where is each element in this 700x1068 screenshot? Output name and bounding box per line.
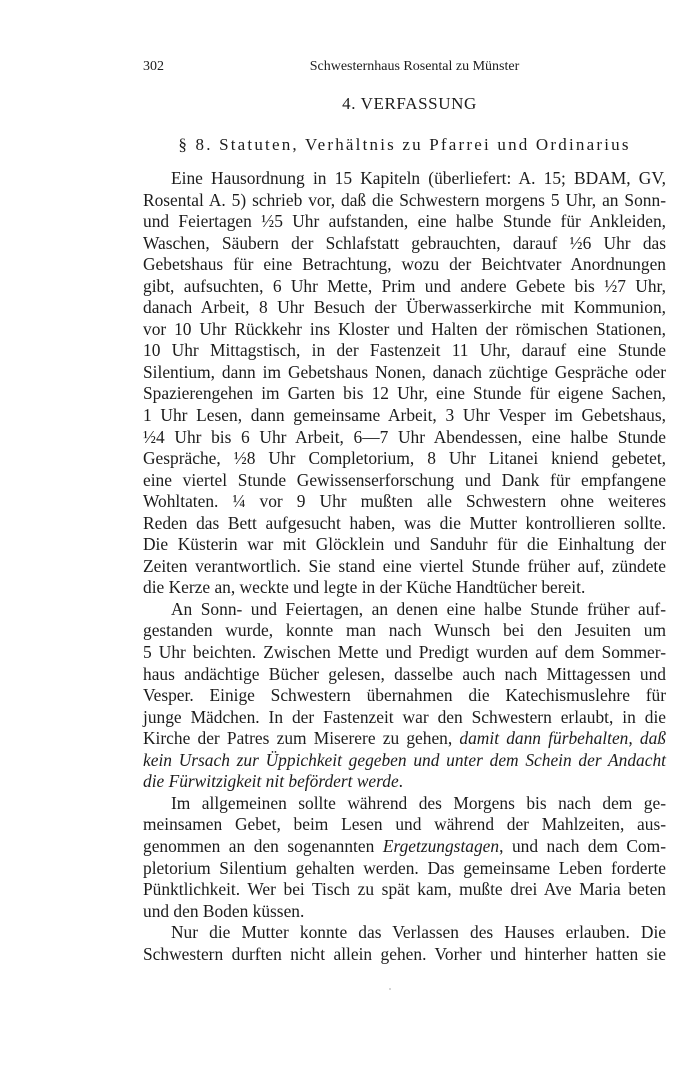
text-line: eine viertel Stunde Gewissenserforschung und Dank für empfangene xyxy=(143,469,666,490)
text-line: und den Boden küssen. xyxy=(143,900,305,921)
text-line: Pünktlichkeit. Wer bei Tisch zu spät kam, mußte drei Ave Maria beten xyxy=(143,879,666,900)
text-line: junge Mädchen. In der Fastenzeit war den Schwestern erlaubt, in die xyxy=(143,706,666,727)
page-number: 302 xyxy=(143,59,164,74)
italic-quote: die Fürwitzigkeit nit befördert werde xyxy=(143,771,399,792)
text-line: und Feiertagen ½5 Uhr aufstanden, eine halbe Stunde für Ankleiden, xyxy=(143,211,666,232)
running-head xyxy=(143,56,666,78)
italic-term: Ergetzungstagen xyxy=(382,835,500,856)
paragraph-2 xyxy=(143,599,666,793)
text-line: die Kerze an, weckte und legte in der Küche Handtücher bereit. xyxy=(143,577,586,598)
text-line: Wohltaten. ¼ vor 9 Uhr mußten alle Schwestern ohne weiteres xyxy=(143,491,666,512)
running-title: Schwesternhaus Rosental zu Münster xyxy=(309,59,520,74)
chapter-heading: 4. VERFASSUNG xyxy=(342,94,477,113)
paragraph-1 xyxy=(143,168,666,599)
text-line: die Fürwitzigkeit nit befördert werde. xyxy=(143,771,404,792)
text-line: vor 10 Uhr Rückkehr ins Kloster und Halten der römischen Stationen, xyxy=(143,318,666,339)
text-line: 5 Uhr beichten. Zwischen Mette und Predigt wurden auf dem Sommer- xyxy=(143,642,666,663)
text-line: gibt, aufsuchten, 6 Uhr Mette, Prim und andere Gebete bis ½7 Uhr, xyxy=(143,275,666,296)
text-line: Eine Hausordnung in 15 Kapiteln (überliefert: A. 15; BDAM, GV, xyxy=(171,168,666,188)
text-line: Kirche der Patres zum Miserere zu gehen, damit dann fürbehalten, daß xyxy=(143,728,666,749)
text-line: Waschen, Säubern der Schlafstatt gebrauchten, darauf ½6 Uhr das xyxy=(143,232,666,253)
text-line: An Sonn- und Feiertagen, an denen eine halbe Stunde früher auf- xyxy=(171,598,666,619)
text-line: pletorium Silentium gehalten werden. Das gemeinsame Leben forderte xyxy=(143,857,666,878)
text-line: Rosental A. 5) schrieb vor, daß die Schwestern morgens 5 Uhr, an Sonn- xyxy=(143,189,666,210)
text-line: haus andächtige Bücher gelesen, dasselbe auch nach Mittagessen und xyxy=(143,663,666,684)
text-line: Zeiten verantwortlich. Sie stand eine viertel Stunde früher auf, zündete xyxy=(143,555,666,576)
text-line: Schwestern durften nicht allein gehen. Vorher und hinterher hatten sie xyxy=(143,943,666,964)
text-line: gestanden wurde, konnte man nach Wunsch bei den Jesuiten um xyxy=(143,620,666,641)
section-heading: § 8. Statuten, Verhältnis zu Pfarrei und Ordinarius xyxy=(178,135,631,154)
text-line: Vesper. Einige Schwestern übernahmen die Katechismuslehre für xyxy=(143,685,666,706)
text-line: Gebetshaus für eine Betrachtung, wozu der Beichtvater Anordnungen xyxy=(143,254,666,275)
text-line: Gespräche, ½8 Uhr Completorium, 8 Uhr Litanei kniend gebetet, xyxy=(143,448,666,469)
italic-quote: damit dann fürbehalten, daß xyxy=(459,728,666,749)
text-line: Nur die Mutter konnte das Verlassen des Hauses erlauben. Die xyxy=(171,922,666,943)
text-line: Im allgemeinen sollte während des Morgens bis nach dem ge- xyxy=(171,792,666,813)
paper-speck xyxy=(389,988,391,990)
text-line: ½4 Uhr bis 6 Uhr Arbeit, 6—7 Uhr Abendessen, eine halbe Stunde xyxy=(143,426,666,447)
paragraph-3 xyxy=(143,793,666,922)
italic-quote: kein Ursach zur Üppichkeit gegeben und unter dem Schein der Andacht xyxy=(143,749,666,770)
text-line: Reden das Bett aufgesucht haben, was die Mutter kontrollieren sollte. xyxy=(143,512,666,533)
text-line: Silentium, dann im Gebetshaus Nonen, danach züchtige Gespräche oder xyxy=(143,361,666,382)
text-line: meinsamen Gebet, beim Lesen und während der Mahlzeiten, aus- xyxy=(143,814,666,835)
text-line: Spazierengehen im Garten bis 12 Uhr, eine Stunde für eigene Sachen, xyxy=(143,383,666,404)
body-text xyxy=(143,168,666,965)
text-line: danach Arbeit, 8 Uhr Besuch der Überwasserkirche mit Kommunion, xyxy=(143,297,666,318)
text-line: genommen an den sogenannten Ergetzungstagen, und nach dem Com- xyxy=(143,835,666,856)
text-line: 1 Uhr Lesen, dann gemeinsame Arbeit, 3 Uhr Vesper im Gebetshaus, xyxy=(143,405,666,426)
text-line: 10 Uhr Mittagstisch, in der Fastenzeit 11 Uhr, darauf eine Stunde xyxy=(143,340,666,361)
text-line: Die Küsterin war mit Glöcklein und Sanduhr für die Einhaltung der xyxy=(143,534,666,555)
paragraph-4 xyxy=(143,922,666,965)
